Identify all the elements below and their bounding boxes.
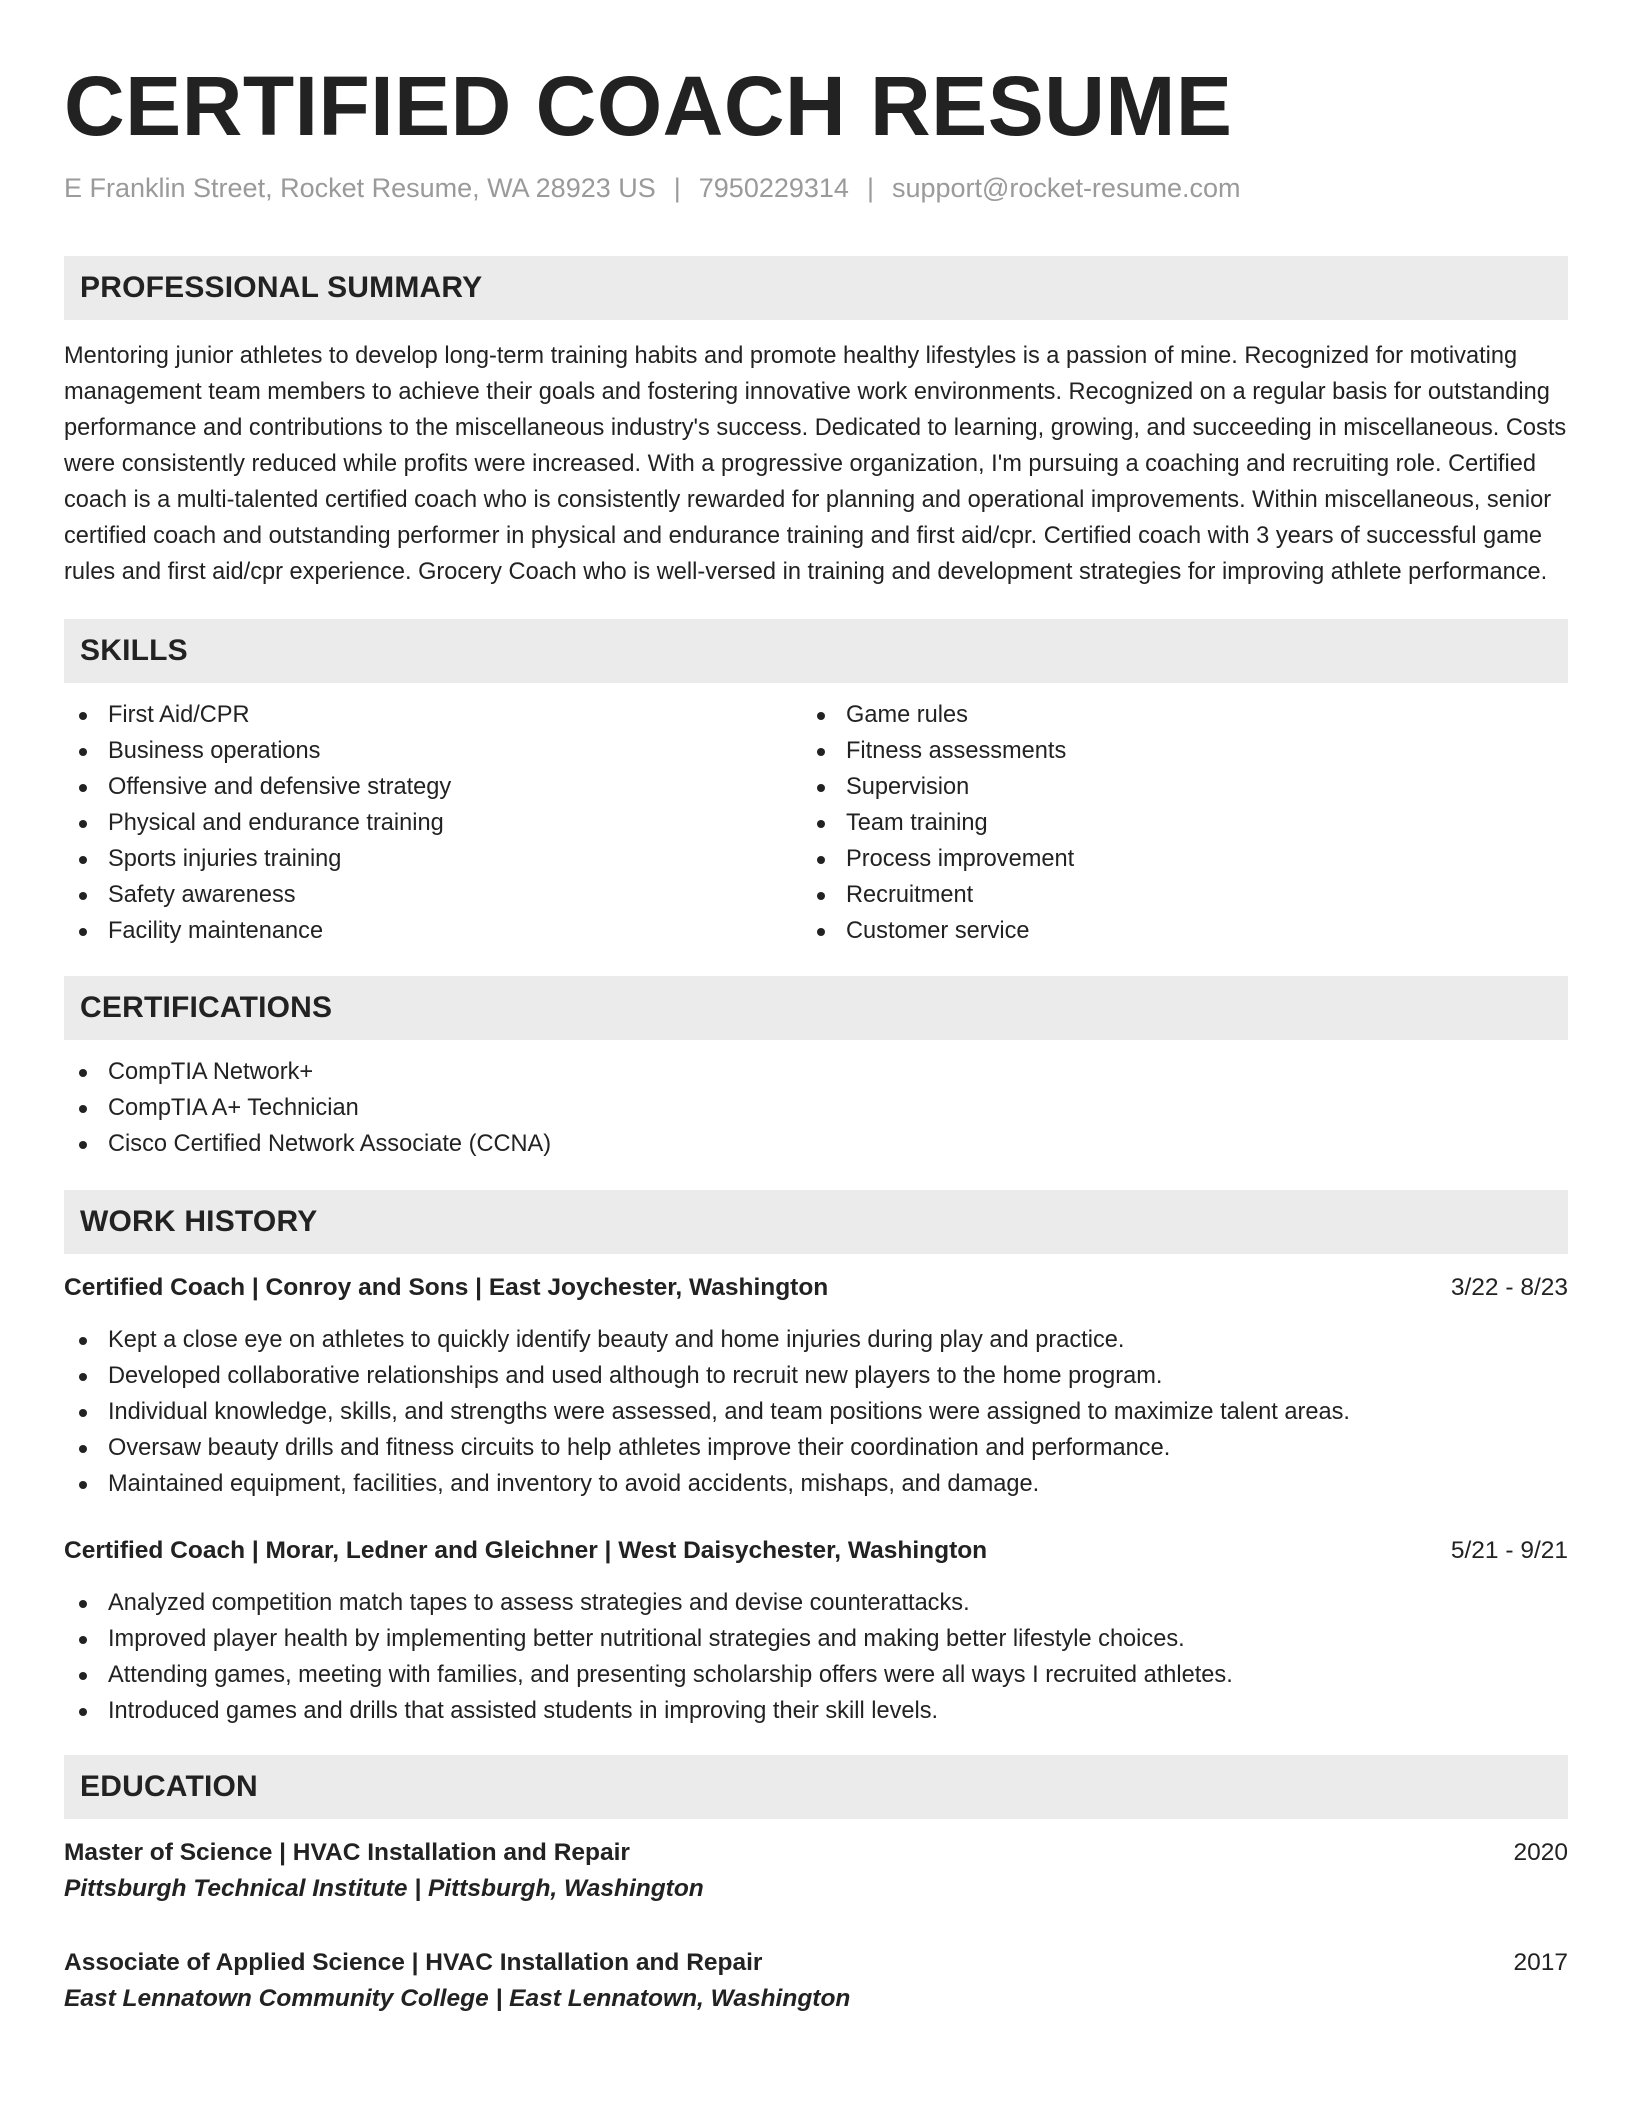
job-bullet: Developed collaborative relationships and used although to recruit new players to the home program. [64,1358,1568,1394]
skill-item: Business operations [64,733,802,769]
bullet-icon [79,1409,87,1417]
job-bullets [64,1585,1568,1729]
contact-phone: 7950229314 [698,173,849,203]
bullet-icon [817,928,825,936]
resume-title: CERTIFIED COACH RESUME [64,59,1233,153]
job-bullet: Oversaw beauty drills and fitness circuits to help athletes improve their coordination and performance. [64,1430,1568,1466]
education-entry [64,1945,1568,2017]
section-header-work-history: WORK HISTORY [64,1190,1568,1254]
skill-item: Game rules [802,697,1540,733]
certification-item: CompTIA A+ Technician [64,1090,1568,1126]
job-bullets [64,1322,1568,1502]
education-degree: Associate of Applied Science | HVAC Installation and Repair [64,1949,763,1976]
skill-item: First Aid/CPR [64,697,802,733]
job-dates: 5/21 - 9/21 [1450,1537,1568,1564]
job-title: Certified Coach | Morar, Ledner and Gleichner | West Daisychester, Washington [64,1537,988,1564]
skill-item: Team training [802,805,1540,841]
bullet-icon [79,1672,87,1680]
bullet-icon [79,784,87,792]
education-year: 2017 [1513,1949,1568,1976]
skill-item: Process improvement [802,841,1540,877]
bullet-icon [79,1708,87,1716]
contact-email: support@rocket-resume.com [891,173,1241,203]
bullet-icon [79,1069,87,1077]
bullet-icon [79,1105,87,1113]
job-title: Certified Coach | Conroy and Sons | East Joychester, Washington [64,1274,829,1301]
skill-item: Customer service [802,913,1540,949]
skill-item: Physical and endurance training [64,805,802,841]
skill-item: Facility maintenance [64,913,802,949]
section-header-summary: PROFESSIONAL SUMMARY [64,256,1568,320]
job-entry [64,1270,1568,1502]
education-school: Pittsburgh Technical Institute | Pittsburgh, Washington [64,1875,704,1902]
bullet-icon [79,1373,87,1381]
bullet-icon [79,1481,87,1489]
certification-item: CompTIA Network+ [64,1054,1568,1090]
bullet-icon [817,892,825,900]
skill-item: Safety awareness [64,877,802,913]
bullet-icon [79,1445,87,1453]
bullet-icon [79,1636,87,1644]
skills-column-right [802,697,1540,949]
education-school: East Lennatown Community College | East Lennatown, Washington [64,1985,851,2012]
education-header [64,1945,1568,1981]
section-header-skills: SKILLS [64,619,1568,683]
bullet-icon [79,1600,87,1608]
contact-separator: | [866,173,874,203]
contact-line [64,170,1568,206]
job-bullet: Maintained equipment, facilities, and inventory to avoid accidents, mishaps, and damage. [64,1466,1568,1502]
certification-item: Cisco Certified Network Associate (CCNA) [64,1126,1568,1162]
job-bullet: Kept a close eye on athletes to quickly identify beauty and home injuries during play and practice. [64,1322,1568,1358]
job-dates: 3/22 - 8/23 [1450,1274,1568,1301]
job-bullet: Analyzed competition match tapes to assess strategies and devise counterattacks. [64,1585,1568,1621]
section-header-certifications: CERTIFICATIONS [64,976,1568,1040]
job-header [64,1533,1568,1569]
bullet-icon [79,1141,87,1149]
job-bullet: Individual knowledge, skills, and strengths were assessed, and team positions were assigned to maximize talent areas. [64,1394,1568,1430]
contact-address: E Franklin Street, Rocket Resume, WA 28923 US [64,173,656,203]
contact-separator: | [673,173,681,203]
bullet-icon [79,712,87,720]
bullet-icon [817,712,825,720]
bullet-icon [79,892,87,900]
education-degree: Master of Science | HVAC Installation and Repair [64,1839,630,1866]
bullet-icon [79,820,87,828]
bullet-icon [79,748,87,756]
bullet-icon [79,856,87,864]
skill-item: Offensive and defensive strategy [64,769,802,805]
skill-item: Fitness assessments [802,733,1540,769]
skills-list [64,697,1568,949]
bullet-icon [817,820,825,828]
bullet-icon [79,928,87,936]
skills-column-left [64,697,802,949]
job-bullet: Improved player health by implementing better nutritional strategies and making better lifestyle choices. [64,1621,1568,1657]
bullet-icon [817,784,825,792]
job-entry [64,1533,1568,1729]
bullet-icon [817,856,825,864]
job-bullet: Introduced games and drills that assisted students in improving their skill levels. [64,1693,1568,1729]
skill-item: Sports injuries training [64,841,802,877]
education-entry [64,1835,1568,1907]
education-header [64,1835,1568,1871]
summary-text: Mentoring junior athletes to develop long-term training habits and promote healthy lifestyles is a passion of mine. Recognized for motivating management team members to achieve their goals and fostering innovative work environments. Recognized on a regular basis for outstanding performance and contributions to the miscellaneous industry's success. Dedicated to learning, growing, and succeeding in miscellaneous. Costs were consistently reduced while profits were increased. With a progressive organization, I'm pursuing a coaching and recruiting role. Certified coach is a multi-talented certified coach who is consistently rewarded for planning and operational improvements. Within miscellaneous, senior certified coach and outstanding performer in physical and endurance training and first aid/cpr. Certified coach with 3 years of successful game rules and first aid/cpr experience. Grocery Coach who is well-versed in training and development strategies for improving athlete performance. [64,343,1567,585]
section-header-education: EDUCATION [64,1755,1568,1819]
skill-item: Supervision [802,769,1540,805]
skill-item: Recruitment [802,877,1540,913]
job-bullet: Attending games, meeting with families, and presenting scholarship offers were all ways I recruited athletes. [64,1657,1568,1693]
job-header [64,1270,1568,1306]
bullet-icon [817,748,825,756]
education-year: 2020 [1513,1839,1568,1866]
certifications-list [64,1054,1568,1162]
bullet-icon [79,1337,87,1345]
